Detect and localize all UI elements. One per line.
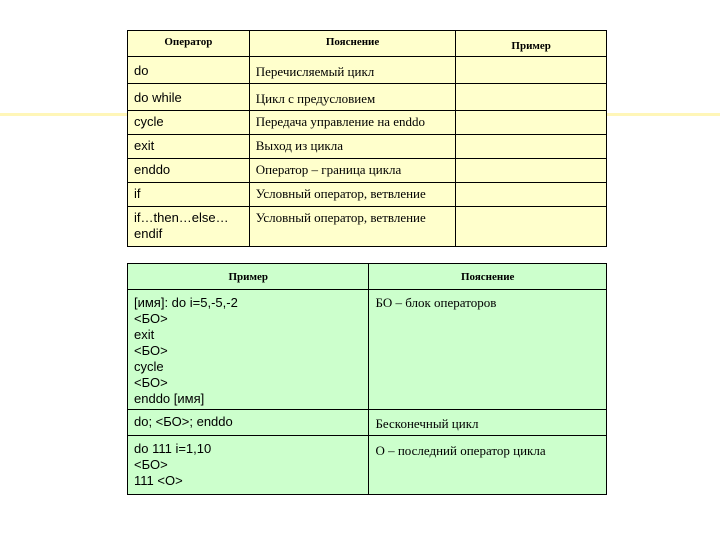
- explanation-cell: Передача управление на enddo: [249, 111, 456, 135]
- example-cell: [имя]: do i=5,-5,-2 <БО> exit <БО> cycle <БО> enddo [имя]: [128, 290, 369, 410]
- explanation-cell: Выход из цикла: [249, 135, 456, 159]
- example-cell: [456, 111, 607, 135]
- operator-cell: enddo: [128, 159, 250, 183]
- explanation-cell: Бесконечный цикл: [369, 410, 607, 436]
- header-explanation: Пояснение: [249, 31, 456, 57]
- explanation-cell: Оператор – граница цикла: [249, 159, 456, 183]
- table-row: [128, 57, 607, 84]
- operator-cell: if…then…else… endif: [128, 207, 250, 247]
- operator-cell: exit: [128, 135, 250, 159]
- header-example: Пример: [456, 31, 607, 57]
- header-operator: Оператор: [128, 31, 250, 57]
- explanation-cell: Условный оператор, ветвление: [249, 183, 456, 207]
- explanation-cell: Условный оператор, ветвление: [249, 207, 456, 247]
- operator-cell: if: [128, 183, 250, 207]
- example-cell: [456, 159, 607, 183]
- table-row: [128, 183, 607, 207]
- operators-table: [127, 30, 607, 247]
- examples-table: [127, 263, 607, 495]
- table-row: [128, 159, 607, 183]
- table-row: [128, 436, 607, 495]
- operator-cell: do: [128, 57, 250, 84]
- explanation-cell: БО – блок операторов: [369, 290, 607, 410]
- table-row: [128, 290, 607, 410]
- example-cell: do 111 i=1,10 <БО> 111 <О>: [128, 436, 369, 495]
- operator-cell: do while: [128, 84, 250, 111]
- example-cell: do; <БО>; enddo: [128, 410, 369, 436]
- example-cell: [456, 84, 607, 111]
- operator-cell: cycle: [128, 111, 250, 135]
- explanation-cell: О – последний оператор цикла: [369, 436, 607, 495]
- table-row: [128, 135, 607, 159]
- example-cell: [456, 135, 607, 159]
- table-row: [128, 84, 607, 111]
- explanation-cell: Цикл с предусловием: [249, 84, 456, 111]
- header-explanation: Пояснение: [369, 264, 607, 290]
- table-row: [128, 410, 607, 436]
- example-cell: [456, 207, 607, 247]
- table-header-row: [128, 31, 607, 57]
- table-row: [128, 111, 607, 135]
- explanation-cell: Перечисляемый цикл: [249, 57, 456, 84]
- example-cell: [456, 183, 607, 207]
- example-cell: [456, 57, 607, 84]
- table-header-row: [128, 264, 607, 290]
- header-example: Пример: [128, 264, 369, 290]
- table-row: [128, 207, 607, 247]
